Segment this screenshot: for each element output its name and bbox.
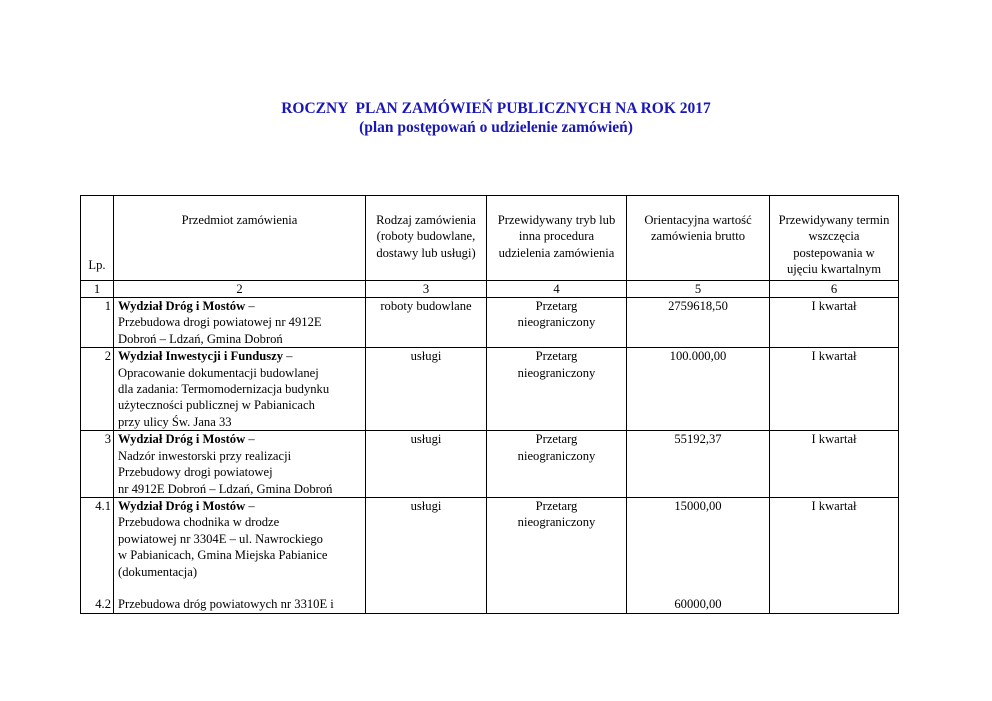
row-lp: 4.1 4.2 (81, 497, 114, 613)
row-procedure: Przetarg nieograniczony (487, 298, 627, 348)
row-value: 55192,37 (627, 431, 770, 498)
table-row (81, 298, 899, 348)
procurement-plan-table (80, 195, 899, 614)
row-procedure: Przetarg nieograniczony (487, 497, 627, 613)
row-value: 15000,00 60000,00 (627, 497, 770, 613)
header-subject: Przedmiot zamówienia (114, 196, 366, 281)
row-lp: 1 (81, 298, 114, 348)
row-value: 100.000,00 (627, 348, 770, 431)
row-department: Wydział Dróg i Mostów (118, 432, 246, 447)
table-row (81, 431, 899, 498)
row-term: I kwartał (770, 431, 899, 498)
header-row (81, 196, 899, 281)
document-title (0, 99, 992, 137)
header-type: Rodzaj zamówienia (roboty budowlane, dostawy lub usługi) (366, 196, 487, 281)
table-row (81, 497, 899, 613)
column-number: 2 (114, 280, 366, 297)
row-department: Wydział Dróg i Mostów (118, 299, 246, 314)
title-line-2: (plan postępowań o udzielenie zamówień) (359, 119, 633, 136)
row-term: I kwartał (770, 497, 899, 613)
title-line-1: ROCZNY PLAN ZAMÓWIEŃ PUBLICZNYCH NA ROK 2017 (281, 100, 711, 117)
column-number-row (81, 280, 899, 297)
header-lp: Lp. (81, 196, 114, 281)
row-subject: Wydział Dróg i Mostów – Nadzór inwestorski przy realizacji Przebudowy drogi powiatowej nr 4912E Dobroń – Ldzań, Gmina Dobroń (114, 431, 366, 498)
row-lp: 3 (81, 431, 114, 498)
row-term: I kwartał (770, 348, 899, 431)
row-procedure: Przetarg nieograniczony (487, 348, 627, 431)
header-value: Orientacyjna wartość zamówienia brutto (627, 196, 770, 281)
header-procedure: Przewidywany tryb lub inna procedura udzielenia zamówienia (487, 196, 627, 281)
table-row (81, 348, 899, 431)
row-subject: Wydział Inwestycji i Funduszy – Opracowanie dokumentacji budowlanej dla zadania: Termomodernizacja budynku użyteczności publicznej w Pabianicach przy ulicy Św. Jana 33 (114, 348, 366, 431)
row-type: roboty budowlane (366, 298, 487, 348)
column-number: 4 (487, 280, 627, 297)
row-value: 2759618,50 (627, 298, 770, 348)
row-procedure: Przetarg nieograniczony (487, 431, 627, 498)
column-number: 6 (770, 280, 899, 297)
row-term: I kwartał (770, 298, 899, 348)
column-number: 1 (81, 280, 114, 297)
header-term: Przewidywany termin wszczęcia postepowania w ujęciu kwartalnym (770, 196, 899, 281)
row-department: Wydział Inwestycji i Funduszy (118, 349, 284, 364)
row-lp: 2 (81, 348, 114, 431)
row-subject-4-2: Przebudowa dróg powiatowych nr 3310E i (118, 597, 334, 612)
row-type: usługi (366, 497, 487, 613)
column-number: 5 (627, 280, 770, 297)
row-subject: Wydział Dróg i Mostów – Przebudowa drogi powiatowej nr 4912E Dobroń – Ldzań, Gmina Dobroń (114, 298, 366, 348)
row-subject: Wydział Dróg i Mostów – Przebudowa chodnika w drodze powiatowej nr 3304E – ul. Nawrockiego w Pabianicach, Gmina Miejska Pabianice (dokumentacja) Przebudowa dróg powiatowych nr 3310E i (114, 497, 366, 613)
row-department: Wydział Dróg i Mostów (118, 498, 246, 513)
row-type: usługi (366, 431, 487, 498)
column-number: 3 (366, 280, 487, 297)
row-type: usługi (366, 348, 487, 431)
